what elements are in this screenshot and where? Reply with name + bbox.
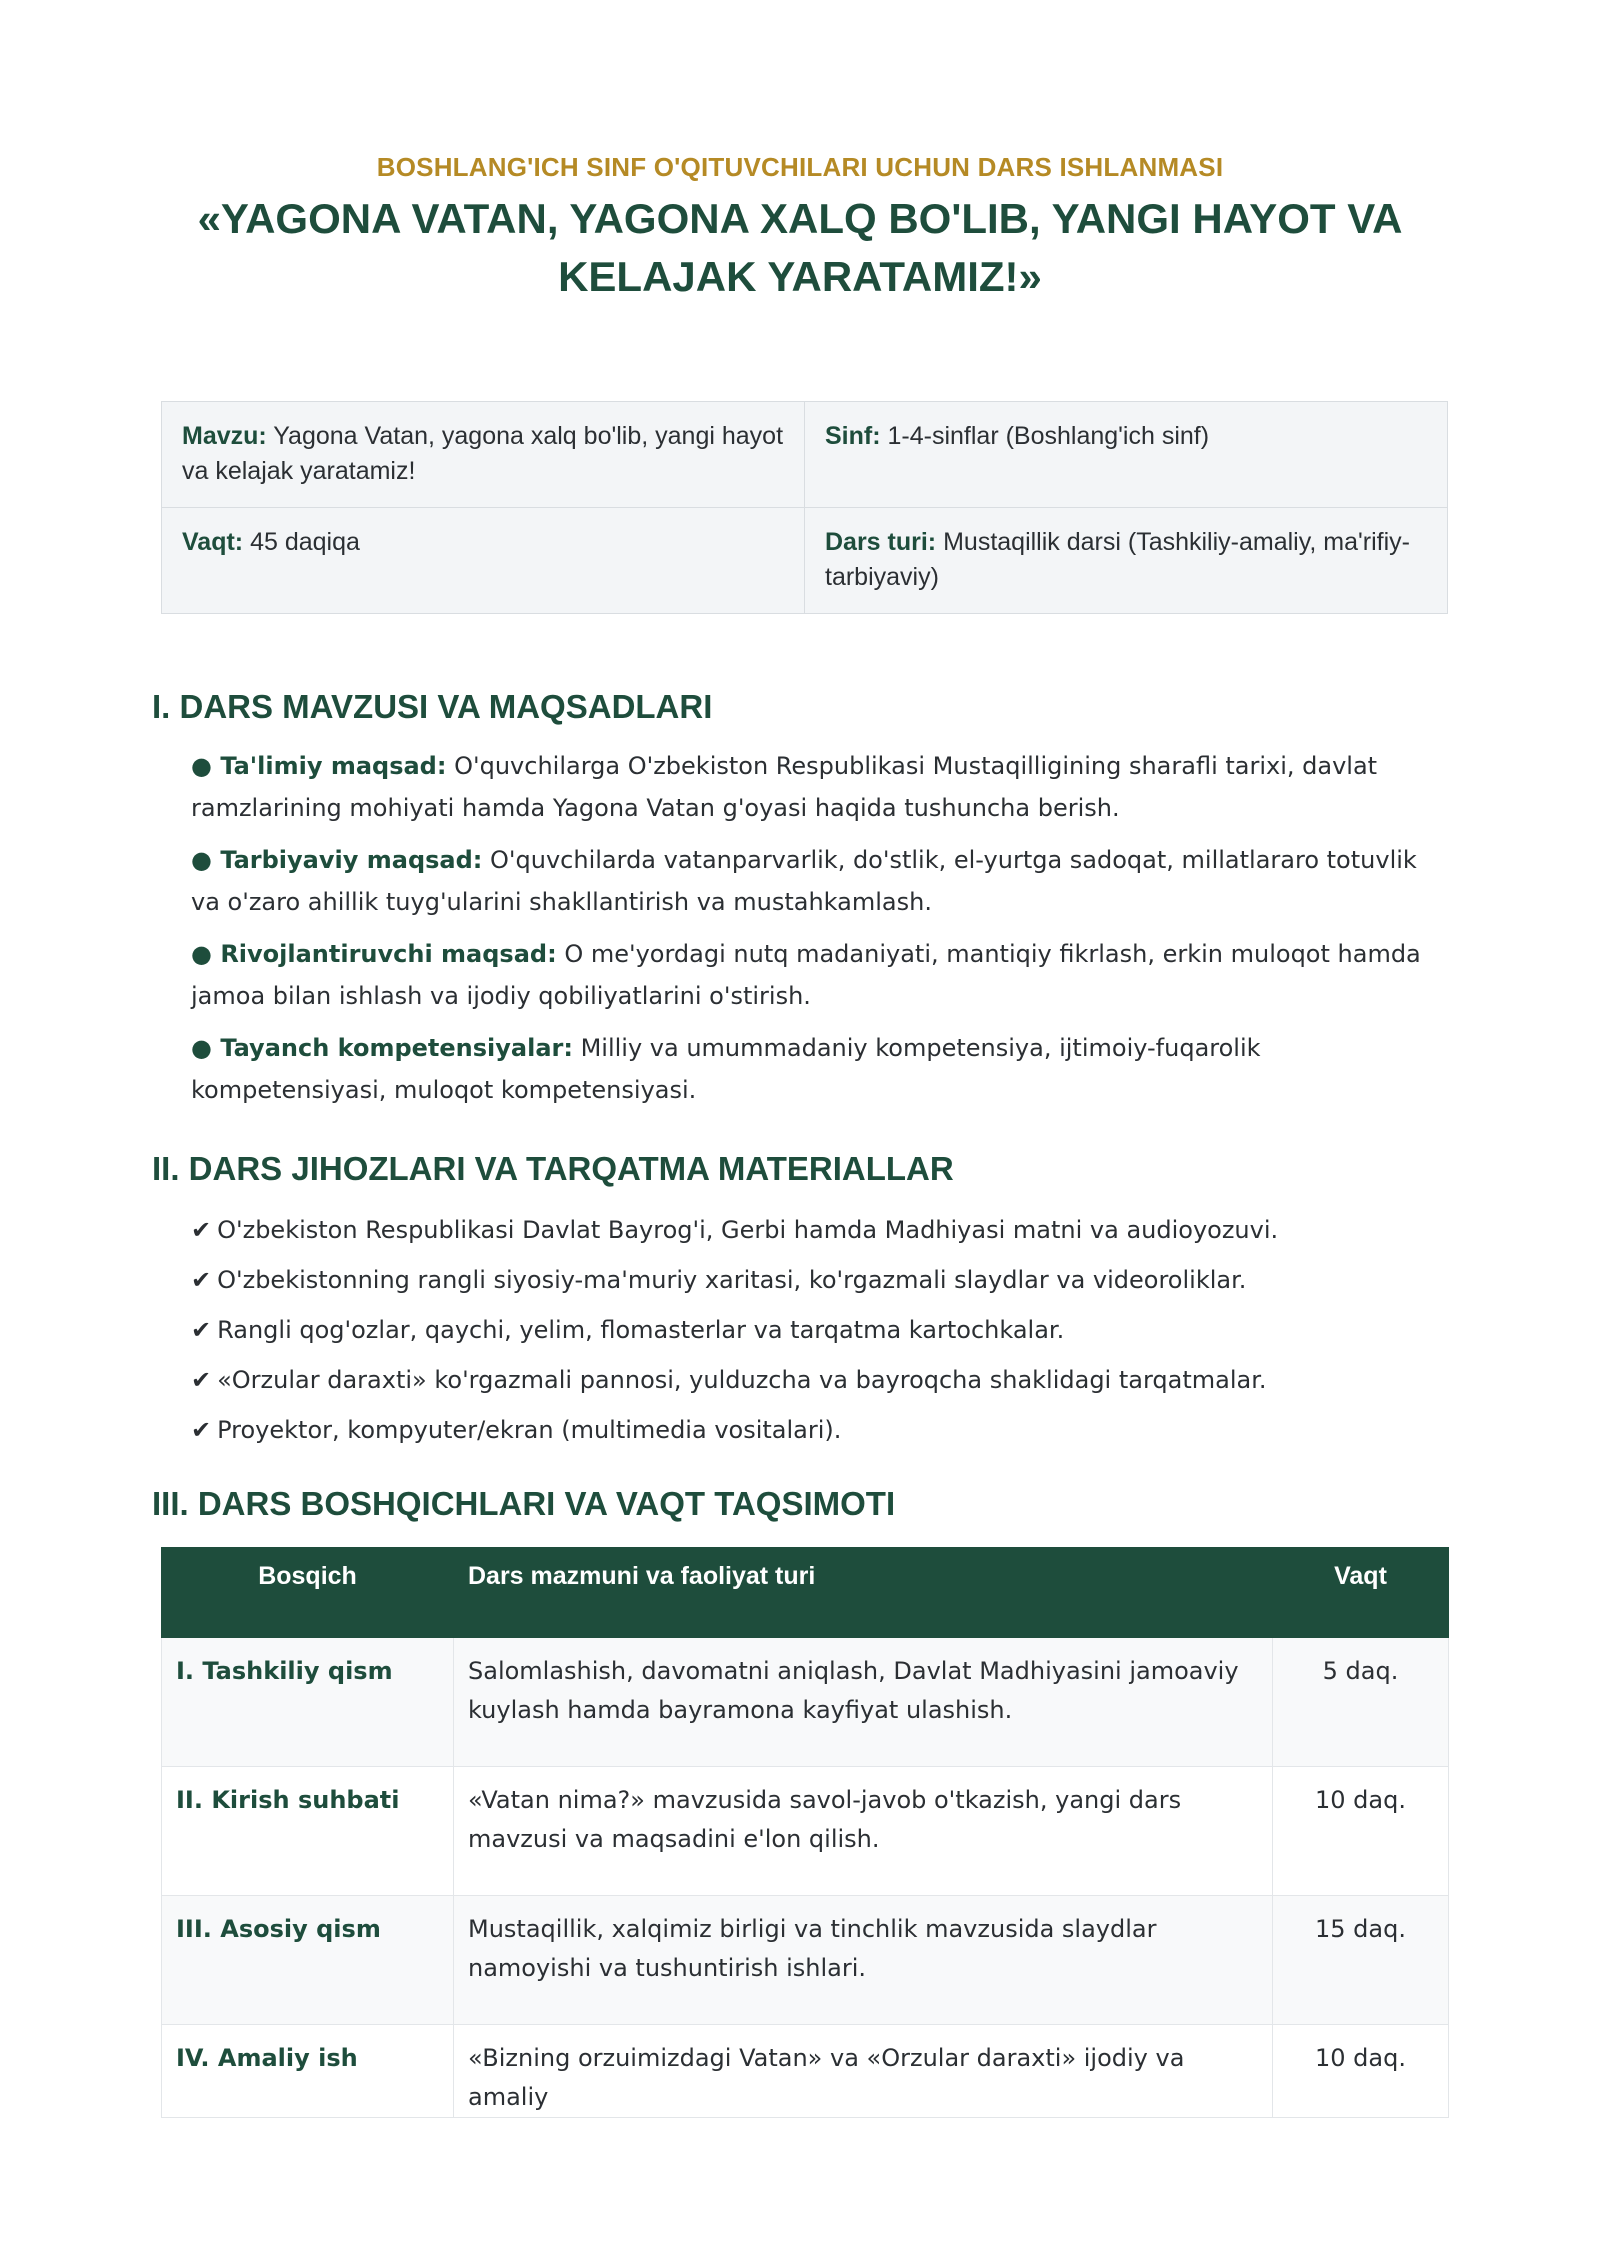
info-grade-value: 1-4-sinflar (Boshlang'ich sinf) [887, 422, 1210, 450]
info-type-label: Dars turi: [825, 528, 937, 556]
content-cell: «Bizning orzuimizdagi Vatan» va «Orzular daraxti» ijodiy va amaliy [454, 2025, 1273, 2118]
stage-cell: I. Tashkiliy qism [162, 1638, 454, 1767]
section-heading-materials: II. DARS JIHOZLARI VA TARQATMA MATERIALLAR [152, 1150, 954, 1187]
info-grade-label: Sinf: [825, 422, 881, 450]
goal-text: O'quvchilarda vatanparvarlik, do'stlik, el-yurtga sadoqat, millatlararo totuvlik va o'zaro ahillik tuyg'ularini shakllantirish va mustahkamlash. [191, 846, 1417, 916]
section-heading-stages: III. DARS BOSHQICHLARI VA VAQT TAQSIMOTI [152, 1485, 896, 1522]
goals-list [191, 745, 1451, 1121]
material-text: O'zbekistonning rangli siyosiy-ma'muriy xaritasi, ko'rgazmali slaydlar va videoroliklar. [217, 1266, 1247, 1294]
goal-item [191, 839, 1451, 923]
content-cell: «Vatan nima?» mavzusida savol-javob o'tkazish, yangi dars mavzusi va maqsadini e'lon qilish. [454, 1767, 1273, 1896]
material-item [191, 1405, 1451, 1455]
section-heading-goals: I. DARS MAVZUSI VA MAQSADLARI [152, 688, 713, 725]
bullet-icon: ● [191, 940, 212, 968]
goal-text: O'quvchilarga O'zbekiston Respublikasi Mustaqilligining sharafli tarixi, davlat ramzlarining mohiyati hamda Yagona Vatan g'oyasi haqida tushuncha berish. [191, 752, 1378, 822]
time-cell: 5 daq. [1273, 1638, 1449, 1767]
goal-item [191, 1027, 1451, 1111]
checkmark-icon: ✔ [191, 1316, 212, 1344]
material-text: O'zbekiston Respublikasi Davlat Bayrog'i, Gerbi hamda Madhiyasi matni va audioyozuvi. [217, 1216, 1279, 1244]
checkmark-icon: ✔ [191, 1266, 212, 1294]
table-header-row [162, 1548, 1449, 1638]
time-cell: 15 daq. [1273, 1896, 1449, 2025]
info-topic-label: Mavzu: [182, 422, 267, 450]
bullet-icon: ● [191, 752, 212, 780]
content-cell: Mustaqillik, xalqimiz birligi va tinchlik mavzusida slaydlar namoyishi va tushuntirish ishlari. [454, 1896, 1273, 2025]
material-item [191, 1305, 1451, 1355]
info-time-cell [162, 508, 805, 614]
document-kicker: BOSHLANG'ICH SINF O'QITUVCHILARI UCHUN DARS ISHLANMASI [376, 152, 1224, 182]
info-time-value: 45 daqiqa [250, 528, 360, 556]
goal-label: Rivojlantiruvchi maqsad: [220, 940, 557, 968]
info-type-value: Mustaqillik darsi (Tashkiliy-amaliy, ma'rifiy-tarbiyaviy) [825, 528, 1410, 591]
goal-label: Tayanch kompetensiyalar: [220, 1034, 573, 1062]
checkmark-icon: ✔ [191, 1366, 212, 1394]
materials-list [191, 1205, 1451, 1455]
info-topic-cell [162, 402, 805, 508]
lesson-stages-table [161, 1547, 1449, 2118]
stage-cell: III. Asosiy qism [162, 1896, 454, 2025]
time-cell: 10 daq. [1273, 2025, 1449, 2118]
stage-cell: II. Kirish suhbati [162, 1767, 454, 1896]
content-cell: Salomlashish, davomatni aniqlash, Davlat Madhiyasini jamoaviy kuylash hamda bayramona kayfiyat ulashish. [454, 1638, 1273, 1767]
goal-label: Ta'limiy maqsad: [220, 752, 447, 780]
checkmark-icon: ✔ [191, 1216, 212, 1244]
checkmark-icon: ✔ [191, 1416, 212, 1444]
info-type-cell [805, 508, 1448, 614]
table-row [162, 1896, 1449, 2025]
goal-text: O me'yordagi nutq madaniyati, mantiqiy fikrlash, erkin muloqot hamda jamoa bilan ishlash va ijodiy qobiliyatlarini o'stirish. [191, 940, 1421, 1010]
info-time-label: Vaqt: [182, 528, 244, 556]
material-item [191, 1205, 1451, 1255]
table-row [162, 2025, 1449, 2118]
table-row [162, 1638, 1449, 1767]
material-text: Proyektor, kompyuter/ekran (multimedia vositalari). [217, 1416, 842, 1444]
column-header-time: Vaqt [1273, 1548, 1449, 1638]
column-header-stage: Bosqich [162, 1548, 454, 1638]
lesson-info-table [161, 401, 1448, 614]
material-item [191, 1355, 1451, 1405]
time-cell: 10 daq. [1273, 1767, 1449, 1896]
material-item [191, 1255, 1451, 1305]
goal-item [191, 933, 1451, 1017]
info-grade-cell [805, 402, 1448, 508]
bullet-icon: ● [191, 846, 212, 874]
column-header-content: Dars mazmuni va faoliyat turi [454, 1548, 1273, 1638]
goal-item [191, 745, 1451, 829]
stage-cell: IV. Amaliy ish [162, 2025, 454, 2118]
material-text: «Orzular daraxti» ko'rgazmali pannosi, yulduzcha va bayroqcha shaklidagi tarqatmalar. [217, 1366, 1267, 1394]
table-row [162, 1767, 1449, 1896]
bullet-icon: ● [191, 1034, 212, 1062]
goal-text: Milliy va umummadaniy kompetensiya, ijtimoiy-fuqarolik kompetensiyasi, muloqot kompetensiyasi. [191, 1034, 1261, 1104]
goal-label: Tarbiyaviy maqsad: [220, 846, 483, 874]
material-text: Rangli qog'ozlar, qaychi, yelim, flomasterlar va tarqatma kartochkalar. [217, 1316, 1065, 1344]
document-title: «YAGONA VATAN, YAGONA XALQ BO'LIB, YANGI HAYOT VA KELAJAK YARATAMIZ!» [197, 195, 1403, 300]
info-topic-value: Yagona Vatan, yagona xalq bo'lib, yangi hayot va kelajak yaratamiz! [182, 422, 784, 485]
